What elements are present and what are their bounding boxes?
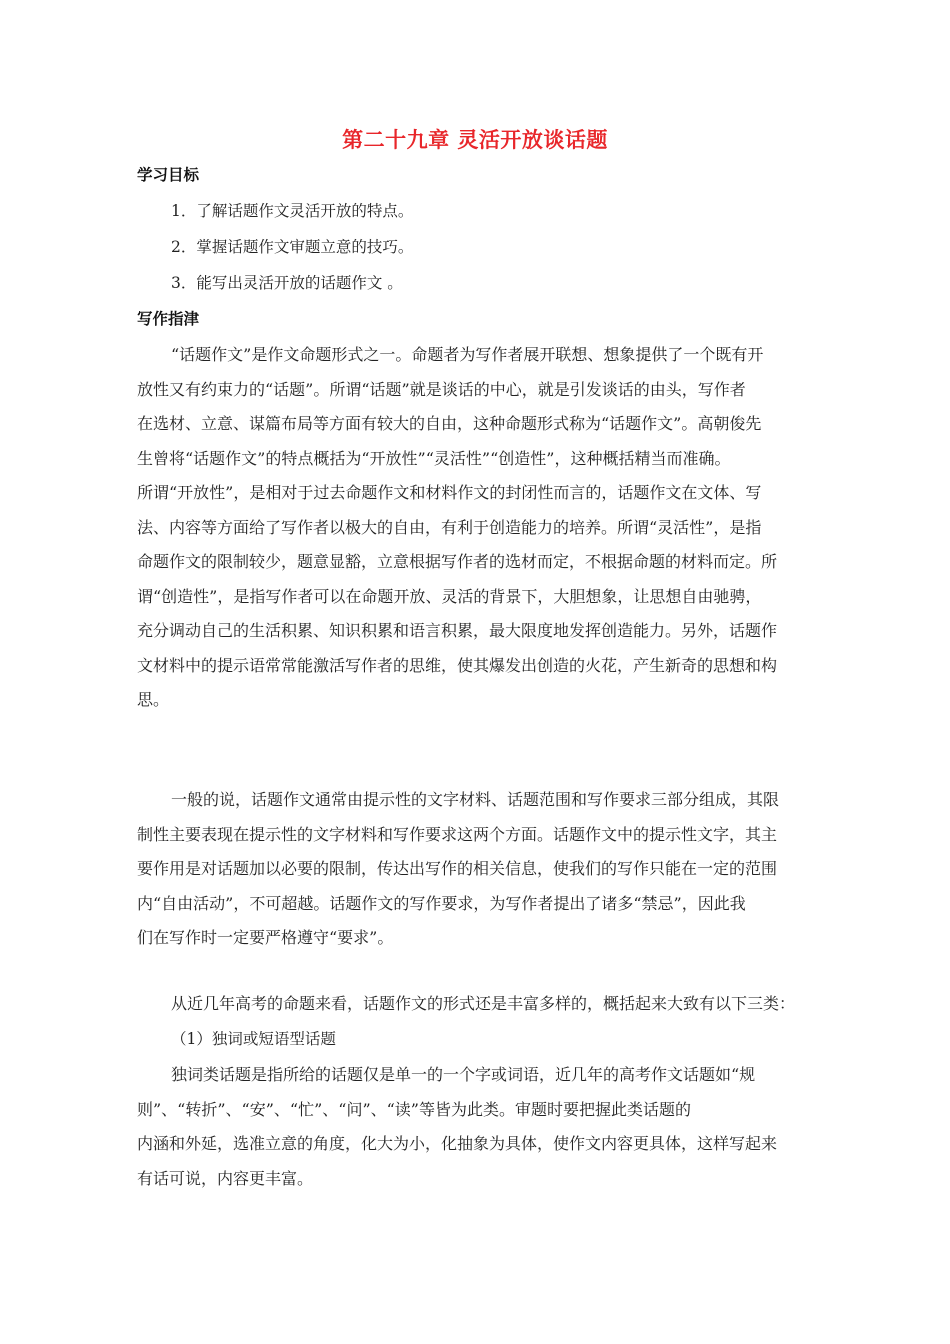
paragraph-1 — [137, 338, 827, 718]
subheading-single-word-topic: （1）独词或短语型话题 — [171, 1030, 336, 1048]
paragraph-line: 命题作文的限制较少，题意显豁，立意根据写作者的选材而定，不根据命题的材料而定。所 — [137, 552, 778, 571]
paragraph-line: 充分调动自己的生活积累、知识积累和语言积累，最大限度地发挥创造能力。另外，话题作 — [137, 621, 778, 640]
chapter-title: 第二十九章 灵活开放谈话题 — [342, 128, 608, 152]
paragraph-line: 放性又有约束力的“话题”。所谓“话题”就是谈话的中心，就是引发谈话的由头，写作者 — [137, 379, 746, 399]
paragraph-line: 谓“创造性”，是指写作者可以在命题开放、灵活的背景下，大胆想象，让思想自由驰骋， — [137, 586, 762, 606]
objective-item-3: 3．能写出灵活开放的话题作文 。 — [171, 274, 403, 292]
paragraph-line: “话题作文”是作文命题形式之一。命题者为写作者展开联想、想象提供了一个既有开 — [171, 345, 764, 364]
paragraph-line: 独词类话题是指所给的话题仅是单一的一个字或词语，近几年的高考作文话题如“规 — [171, 1065, 756, 1084]
paragraph-line: 内“自由活动”，不可超越。话题作文的写作要求，为写作者提出了诸多“禁忌”，因此我 — [137, 893, 746, 913]
objective-item-1: 1．了解话题作文灵活开放的特点。 — [171, 202, 414, 220]
paragraph-line: 从近几年高考的命题来看，话题作文的形式还是丰富多样的，概括起来大致有以下三类： — [171, 994, 796, 1013]
paragraph-line: 要作用是对话题加以必要的限制，传达出写作的相关信息，使我们的写作只能在一定的范围 — [137, 859, 778, 878]
section-heading-guide: 写作指津 — [137, 310, 200, 328]
section-heading-objectives: 学习目标 — [137, 166, 200, 184]
paragraph-line: 有话可说，内容更丰富。 — [137, 1168, 314, 1188]
paragraph-line: 文材料中的提示语常常能激活写作者的思维，使其爆发出创造的火花，产生新奇的思想和构 — [137, 655, 778, 675]
paragraph-4 — [137, 1058, 827, 1196]
paragraph-line: 在选材、立意、谋篇布局等方面有较大的自由，这种命题形式称为“话题作文”。高朝俊先 — [137, 414, 762, 433]
paragraph-2 — [137, 783, 827, 956]
paragraph-line: 内涵和外延，选准立意的角度，化大为小，化抽象为具体，使作文内容更具体，这样写起来 — [137, 1134, 778, 1153]
paragraph-line: 所谓“开放性”，是相对于过去命题作文和材料作文的封闭性而言的，话题作文在文体、写 — [137, 483, 762, 502]
paragraph-3 — [137, 987, 827, 1022]
paragraph-line: 生曾将“话题作文”的特点概括为“开放性”“灵活性”“创造性”，这种概括精当而准确。 — [137, 448, 731, 468]
paragraph-line: 们在写作时一定要严格遵守“要求”。 — [137, 928, 394, 947]
objective-item-2: 2．掌握话题作文审题立意的技巧。 — [171, 238, 414, 256]
paragraph-line: 制性主要表现在提示性的文字材料和写作要求这两个方面。话题作文中的提示性文字，其主 — [137, 824, 778, 844]
paragraph-line: 一般的说，话题作文通常由提示性的文字材料、话题范围和写作要求三部分组成，其限 — [171, 790, 780, 809]
paragraph-line: 思。 — [137, 690, 170, 709]
paragraph-line: 法、内容等方面给了写作者以极大的自由，有利于创造能力的培养。所谓“灵活性”，是指 — [137, 517, 762, 537]
paragraph-line: 则”、“转折”、“安”、“忙”、“问”、“读”等皆为此类。审题时要把握此类话题的 — [137, 1099, 691, 1119]
